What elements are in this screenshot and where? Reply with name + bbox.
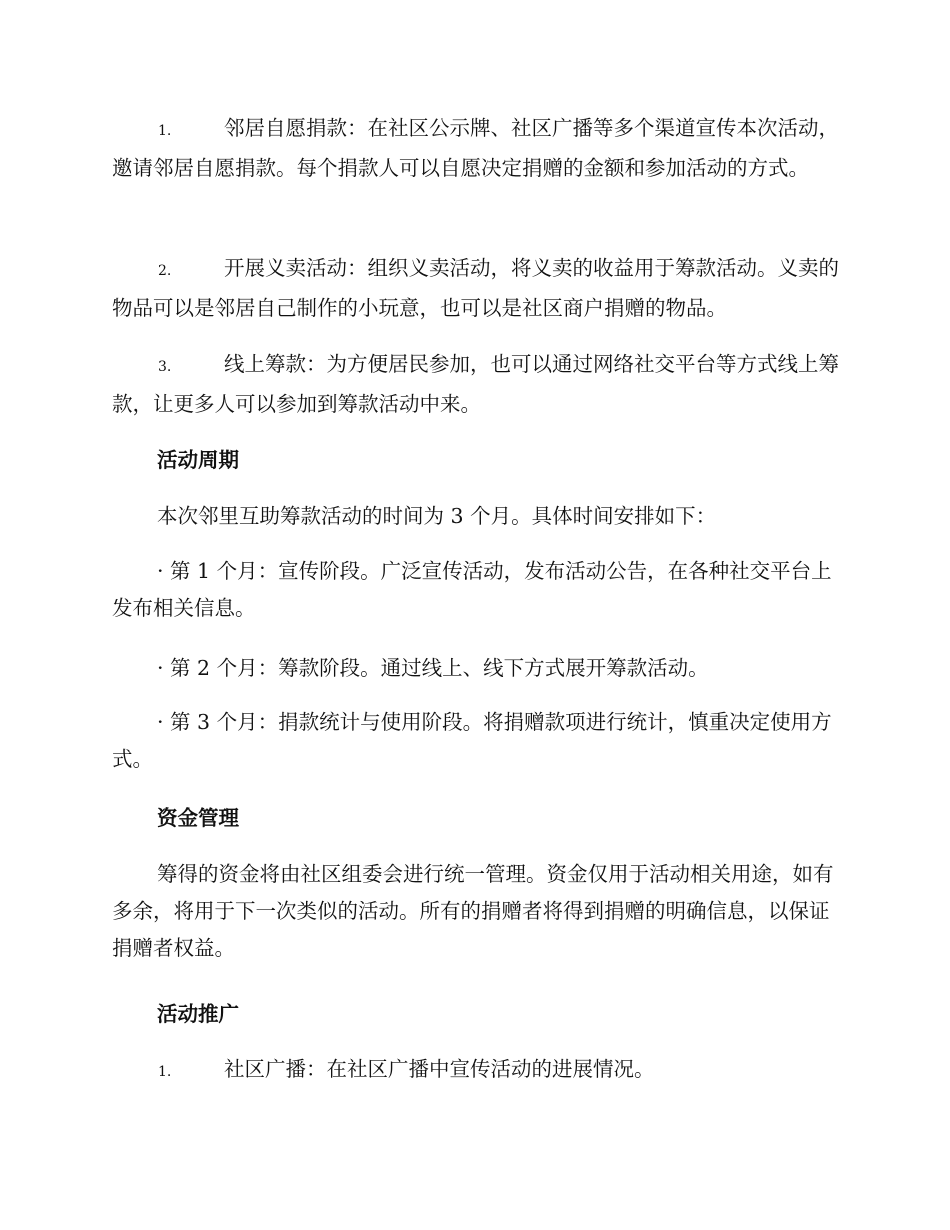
list-item — [112, 346, 842, 423]
list-item — [112, 250, 842, 327]
list-number: 3. — [158, 359, 172, 375]
section-heading-promotion: 活动推广 — [157, 1002, 239, 1026]
list-item — [112, 110, 842, 187]
cycle-intro: 本次邻里互助筹款活动的时间为 3 个月。具体时间安排如下： — [157, 504, 717, 528]
list-number: 1. — [158, 123, 172, 139]
list-item-text: 开展义卖活动：组织义卖活动，将义卖的收益用于筹款活动。义卖的物品可以是邻居自己制作的小玩意，也可以是社区商户捐赠的物品。 — [112, 256, 839, 320]
cycle-item: · 第 1 个月：宣传阶段。广泛宣传活动，发布活动公告，在各种社交平台上发布相关信息。 — [112, 559, 832, 620]
list-number: 2. — [158, 263, 172, 279]
list-item-text: 线上筹款：为方便居民参加，也可以通过网络社交平台等方式线上筹款，让更多人可以参加到筹款活动中来。 — [112, 352, 839, 416]
list-item-text: 邻居自愿捐款：在社区公示牌、社区广播等多个渠道宣传本次活动，邀请邻居自愿捐款。每个捐款人可以自愿决定捐赠的金额和参加活动的方式。 — [112, 116, 839, 180]
list-number: 1. — [158, 1064, 172, 1080]
cycle-item: · 第 2 个月：筹款阶段。通过线上、线下方式展开筹款活动。 — [157, 656, 709, 680]
list-item-text: 社区广播：在社区广播中宣传活动的进展情况。 — [224, 1057, 655, 1081]
section-heading-funds: 资金管理 — [157, 806, 239, 830]
list-item — [112, 1051, 842, 1091]
funds-paragraph: 筹得的资金将由社区组委会进行统一管理。资金仅用于活动相关用途，如有多余，将用于下一次类似的活动。所有的捐赠者将得到捐赠的明确信息，以保证捐赠者权益。 — [112, 862, 834, 960]
cycle-item: · 第 3 个月：捐款统计与使用阶段。将捐赠款项进行统计，慎重决定使用方式。 — [112, 710, 832, 771]
section-heading-cycle: 活动周期 — [157, 448, 239, 472]
